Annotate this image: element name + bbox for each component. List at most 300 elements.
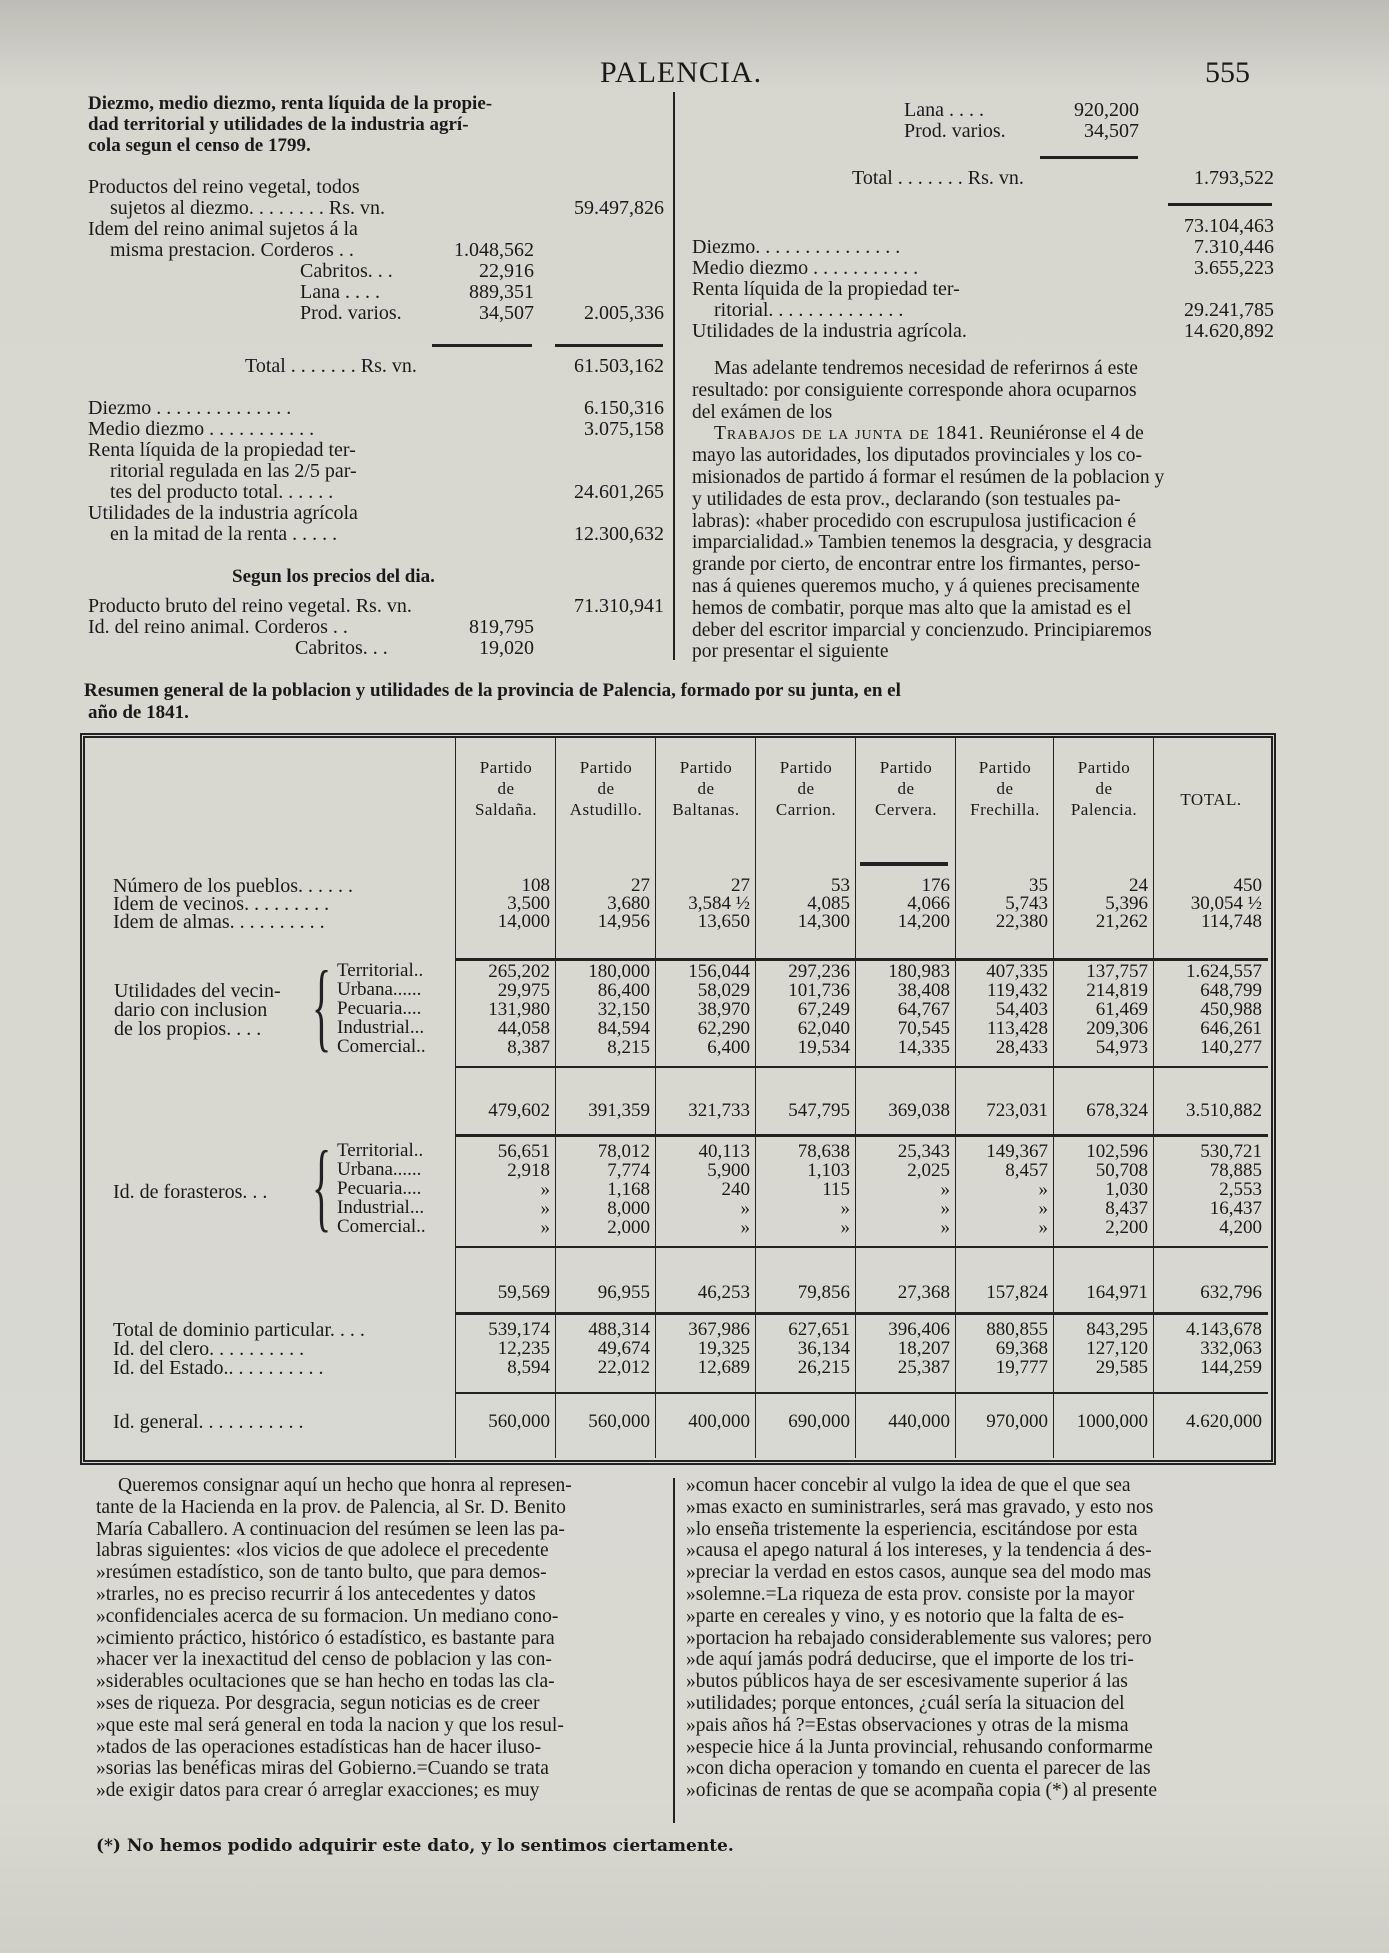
column-header bbox=[756, 757, 856, 820]
table-cell: 646,261 bbox=[1200, 1018, 1262, 1039]
text-line: »cimiento práctico, histórico ó estadístico, es bastante para bbox=[96, 1627, 555, 1649]
value: 59.497,826 bbox=[574, 197, 664, 219]
sum-rule bbox=[432, 344, 532, 347]
table-cell: 407,335 bbox=[986, 961, 1048, 982]
subtotal-cell: 59,569 bbox=[497, 1282, 550, 1303]
total-cell: 970,000 bbox=[986, 1411, 1048, 1432]
value: 3.075,158 bbox=[584, 418, 664, 440]
table-cell: 19,325 bbox=[697, 1338, 750, 1359]
column-header-line: Frechilla. bbox=[970, 800, 1040, 819]
column-header-line: Astudillo. bbox=[569, 800, 643, 819]
text-line: Cabritos. . . bbox=[300, 260, 393, 282]
subtotal-cell: 164,971 bbox=[1086, 1282, 1148, 1303]
table-cell: 843,295 bbox=[1086, 1319, 1148, 1340]
text-line: grande por cierto, de encontrar entre los firmantes, perso- bbox=[692, 554, 1141, 576]
column-header-line: Partido bbox=[479, 758, 533, 777]
sum-rule bbox=[555, 344, 663, 347]
subtotal-cell: 369,038 bbox=[888, 1100, 950, 1121]
subtotal-cell: 157,824 bbox=[986, 1282, 1048, 1303]
table-cell: 26,215 bbox=[797, 1357, 850, 1378]
table-cell: 144,259 bbox=[1200, 1357, 1262, 1378]
text-line: Id. del reino animal. Corderos . . bbox=[88, 616, 348, 638]
paragraph bbox=[692, 358, 1274, 663]
column-header-line: Cervera. bbox=[874, 800, 938, 819]
sum-rule bbox=[1040, 156, 1138, 159]
text-line: »utilidades; porque entonces, ¿cuál sería la situacion del bbox=[686, 1692, 1125, 1714]
table-cell: 180,983 bbox=[888, 961, 950, 982]
text-line: »con dicha operacion y tomando en cuenta el parecer de las bbox=[686, 1758, 1151, 1780]
row-label: Id. del Estado.. . . . . . . . . . bbox=[113, 1357, 324, 1379]
text-span: Reuniéronse el 4 de bbox=[989, 423, 1144, 445]
column-header bbox=[656, 757, 756, 820]
table-cell: 14,000 bbox=[497, 911, 550, 932]
text-line: »hacer ver la inexactitud del censo de poblacion y las con- bbox=[96, 1649, 552, 1671]
table-cell: 64,767 bbox=[897, 999, 950, 1020]
table-cell: 209,306 bbox=[1086, 1018, 1148, 1039]
text-line: María Caballero. A continuacion del resúmen se leen las pa- bbox=[96, 1518, 565, 1540]
table-cell: 19,777 bbox=[995, 1357, 1048, 1378]
text-line: »oficinas de rentas de que se acompaña copia (*) al presente bbox=[686, 1780, 1158, 1802]
text-line: labras siguientes: «los vicios de que adolece el precedente bbox=[96, 1540, 549, 1562]
table-cell: 2,025 bbox=[907, 1160, 950, 1181]
table-cell: 4.143,678 bbox=[1186, 1319, 1262, 1340]
table-cell: 530,721 bbox=[1200, 1141, 1262, 1162]
text-line: hemos de combatir, porque mas alto que la amistad es el bbox=[692, 597, 1132, 619]
table-cell: 1,030 bbox=[1105, 1179, 1148, 1200]
row-sublabel: Industrial... bbox=[337, 1197, 425, 1218]
table-cell: 78,012 bbox=[597, 1141, 650, 1162]
table-cell: 56,651 bbox=[497, 1141, 550, 1162]
text-line: resultado: por consiguiente corresponde ahora ocuparnos bbox=[692, 379, 1137, 401]
table-cell: » bbox=[940, 1179, 950, 1200]
text-line: »ses de riqueza. Por desgracia, segun noticias es de creer bbox=[96, 1692, 540, 1714]
column-header-line: Partido bbox=[679, 758, 733, 777]
table-column-rule bbox=[855, 738, 856, 1458]
table-cell: 14,200 bbox=[897, 911, 950, 932]
table-cell: 70,545 bbox=[897, 1018, 950, 1039]
column-header-line: TOTAL. bbox=[1180, 790, 1242, 809]
text-line: »que este mal será general en toda la nacion y que los resul- bbox=[96, 1714, 564, 1736]
text-line: sujetos al diezmo. . . . . . . . Rs. vn. bbox=[110, 197, 385, 219]
column-header-line: Partido bbox=[1077, 758, 1131, 777]
text-line: »butos públicos haya de ser escesivamente superior á las bbox=[686, 1671, 1128, 1693]
table-cell: 214,819 bbox=[1086, 980, 1148, 1001]
table-cell: » bbox=[1038, 1198, 1048, 1219]
table-cell: » bbox=[940, 1198, 950, 1219]
table-cell: 4,066 bbox=[907, 893, 950, 914]
value: 14.620,892 bbox=[1184, 320, 1274, 342]
table-cell: 102,596 bbox=[1086, 1141, 1148, 1162]
table-cell: 131,980 bbox=[488, 999, 550, 1020]
subtotal-cell: 479,602 bbox=[488, 1100, 550, 1121]
table-cell: 27 bbox=[731, 875, 750, 896]
table-cell: » bbox=[540, 1217, 550, 1238]
table-cell: 8,387 bbox=[507, 1037, 550, 1058]
table-cell: 6,400 bbox=[707, 1037, 750, 1058]
column-header-line: de bbox=[1095, 779, 1113, 798]
table-cell: 119,432 bbox=[986, 980, 1048, 1001]
text-line: nas á quienes queremos mucho, y á quienes precisamente bbox=[692, 575, 1140, 597]
column-header bbox=[1054, 757, 1154, 820]
table-column-rule bbox=[655, 738, 656, 1458]
text-line: »mas exacto en suministrarles, será mas gravado, y esto nos bbox=[686, 1496, 1154, 1518]
text-line: »solemne.=La riqueza de esta prov. consiste por la mayor bbox=[686, 1583, 1135, 1605]
section-heading: Diezmo, medio diezmo, renta líquida de la propie- bbox=[88, 93, 493, 114]
row-label: Utilidades del vecin- bbox=[114, 980, 281, 1002]
table-cell: 149,367 bbox=[986, 1141, 1048, 1162]
text-line: Prod. varios. bbox=[904, 120, 1006, 142]
table-cell: 539,174 bbox=[488, 1319, 550, 1340]
text-line: labras): «haber procedido con escrupulosa justificacion é bbox=[692, 510, 1136, 532]
table-cell: 30,054 ½ bbox=[1190, 893, 1262, 914]
table-cell: 35 bbox=[1029, 875, 1048, 896]
table-rule bbox=[456, 1246, 1268, 1248]
total-cell: 400,000 bbox=[688, 1411, 750, 1432]
table-cell: 2,000 bbox=[607, 1217, 650, 1238]
row-sublabel: Urbana...... bbox=[337, 1159, 422, 1180]
table-cell: 14,956 bbox=[597, 911, 650, 932]
table-rule bbox=[456, 1066, 1268, 1068]
table-cell: 19,534 bbox=[797, 1037, 850, 1058]
table-cell: 488,314 bbox=[588, 1319, 650, 1340]
text-line: »tados de las operaciones estadísticas han de hacer iluso- bbox=[96, 1736, 542, 1758]
text-line: Mas adelante tendremos necesidad de referirnos á este bbox=[714, 358, 1138, 379]
table-cell: 1.624,557 bbox=[1186, 961, 1262, 982]
text-line: Queremos consignar aquí un hecho que honra al represen- bbox=[118, 1475, 572, 1496]
table-cell: 4,200 bbox=[1219, 1217, 1262, 1238]
total-cell: 560,000 bbox=[488, 1411, 550, 1432]
text-line: Diezmo. . . . . . . . . . . . . . . bbox=[692, 236, 901, 258]
table-cell: 8,457 bbox=[1005, 1160, 1048, 1181]
total-cell: 440,000 bbox=[888, 1411, 950, 1432]
table-cell: 22,380 bbox=[995, 911, 1048, 932]
column-header-line: Carrion. bbox=[775, 800, 837, 819]
table-cell: 32,150 bbox=[597, 999, 650, 1020]
table-cell: 24 bbox=[1129, 875, 1148, 896]
row-label: Idem de almas. . . . . . . . . . bbox=[113, 911, 325, 933]
table-cell: 12,235 bbox=[497, 1338, 550, 1359]
table-cell: 3,584 ½ bbox=[688, 893, 750, 914]
table-cell: 12,689 bbox=[697, 1357, 750, 1378]
text-line: misionados de partido á formar el resúmen de la poblacion y bbox=[692, 466, 1165, 488]
total-label: Total . . . . . . . Rs. vn. bbox=[245, 355, 417, 377]
table-rule bbox=[456, 1312, 1268, 1315]
text-line: imparcialidad.» Tambien tenemos la desgracia, y desgracia bbox=[692, 532, 1152, 554]
table-cell: 1,103 bbox=[807, 1160, 850, 1181]
subtotal-cell: 96,955 bbox=[597, 1282, 650, 1303]
text-line: y utilidades de esta prov., declarando (son testuales pa- bbox=[692, 488, 1121, 510]
table-cell: » bbox=[540, 1179, 550, 1200]
table-cell: 176 bbox=[921, 875, 950, 896]
text-line: mayo las autoridades, los diputados provinciales y los co- bbox=[692, 445, 1143, 467]
text-line: »siderables ocultaciones que se han hecho en todas las cla- bbox=[96, 1671, 555, 1693]
table-cell: 14,300 bbox=[797, 911, 850, 932]
text-line: »comun hacer concebir al vulgo la idea de que el que sea bbox=[686, 1475, 1131, 1496]
table-cell: 5,396 bbox=[1105, 893, 1148, 914]
subtotal-cell: 27,368 bbox=[897, 1282, 950, 1303]
table-cell: 7,774 bbox=[607, 1160, 650, 1181]
table-cell: 18,207 bbox=[897, 1338, 950, 1359]
table-cell: 22,012 bbox=[597, 1357, 650, 1378]
table-cell: 28,433 bbox=[995, 1037, 1048, 1058]
table-cell: 62,040 bbox=[797, 1018, 850, 1039]
table-cell: 53 bbox=[831, 875, 850, 896]
total-cell: 690,000 bbox=[788, 1411, 850, 1432]
text-line: »de aquí jamás podrá deducirse, que el importe de los tri- bbox=[686, 1649, 1134, 1671]
value: 29.241,785 bbox=[1184, 299, 1274, 321]
text-line: Utilidades de la industria agrícola bbox=[88, 502, 358, 524]
table-cell: 84,594 bbox=[597, 1018, 650, 1039]
table-cell: 58,029 bbox=[697, 980, 750, 1001]
table-cell: 29,585 bbox=[1095, 1357, 1148, 1378]
page-number: 555 bbox=[1205, 56, 1250, 89]
table-cell: 2,200 bbox=[1105, 1217, 1148, 1238]
text-line: por presentar el siguiente bbox=[692, 641, 889, 663]
row-sublabel: Industrial... bbox=[337, 1017, 425, 1038]
table-cell: » bbox=[840, 1217, 850, 1238]
table-cell: 297,236 bbox=[788, 961, 850, 982]
total-cell: 560,000 bbox=[588, 1411, 650, 1432]
table-cell: » bbox=[740, 1198, 750, 1219]
table-cell: 3,500 bbox=[507, 893, 550, 914]
table-cell: 127,120 bbox=[1086, 1338, 1148, 1359]
table-cell: » bbox=[740, 1217, 750, 1238]
table-cell: 114,748 bbox=[1200, 911, 1262, 932]
table-cell: 69,368 bbox=[995, 1338, 1048, 1359]
table-cell: 49,674 bbox=[597, 1338, 650, 1359]
text-line: misma prestacion. Corderos . . bbox=[110, 239, 354, 261]
table-cell: 137,757 bbox=[1086, 961, 1148, 982]
table-rule bbox=[860, 862, 948, 866]
value: 19,020 bbox=[479, 637, 534, 659]
row-label: Id. del clero. . . . . . . . . . bbox=[113, 1338, 305, 1360]
column-header bbox=[556, 757, 656, 820]
table-cell: 450,988 bbox=[1200, 999, 1262, 1020]
row-sublabel: Territorial.. bbox=[337, 960, 424, 981]
value: 24.601,265 bbox=[574, 481, 664, 503]
table-cell: 265,202 bbox=[488, 961, 550, 982]
column-header-line: Baltanas. bbox=[672, 800, 740, 819]
footnote: (*) No hemos podido adquirir este dato, y lo sentimos ciertamente. bbox=[96, 1836, 734, 1856]
text-line bbox=[692, 423, 1274, 445]
subtotal-cell: 3.510,882 bbox=[1186, 1100, 1262, 1121]
row-sublabel: Comercial.. bbox=[337, 1216, 426, 1237]
column-header-line: Palencia. bbox=[1070, 800, 1138, 819]
subtotal-cell: 79,856 bbox=[797, 1282, 850, 1303]
column-header bbox=[956, 757, 1054, 820]
subtotal-cell: 321,733 bbox=[688, 1100, 750, 1121]
section-heading: cola segun el censo de 1799. bbox=[88, 135, 311, 156]
value: 2.005,336 bbox=[584, 302, 664, 324]
column-header-line: Saldaña. bbox=[474, 800, 538, 819]
table-title: Resumen general de la poblacion y utilidades de la provincia de Palencia, formado por su junta, en el bbox=[84, 680, 901, 701]
column-header-line: Partido bbox=[579, 758, 633, 777]
subtotal-cell: 391,359 bbox=[588, 1100, 650, 1121]
table-cell: 180,000 bbox=[588, 961, 650, 982]
row-label: de los propios. . . . bbox=[114, 1018, 262, 1040]
table-cell: » bbox=[1038, 1217, 1048, 1238]
value: 3.655,223 bbox=[1194, 257, 1274, 279]
text-line: »resúmen estadístico, son de tanto bulto, que para demos- bbox=[96, 1562, 547, 1584]
text-line: »preciar la verdad en estos casos, aunque sea del modo mas bbox=[686, 1562, 1152, 1584]
table-cell: 5,743 bbox=[1005, 893, 1048, 914]
column-header-line: Partido bbox=[779, 758, 833, 777]
subtotal-cell: 632,796 bbox=[1200, 1282, 1262, 1303]
text-line: »portacion ha rebajado considerablemente sus valores; pero bbox=[686, 1627, 1152, 1649]
row-sublabel: Pecuaria.... bbox=[337, 998, 422, 1019]
row-sublabel: Territorial.. bbox=[337, 1140, 424, 1161]
text-line: Idem del reino animal sujetos á la bbox=[88, 218, 358, 240]
table-cell: 21,262 bbox=[1095, 911, 1148, 932]
text-line: Lana . . . . bbox=[300, 281, 380, 303]
table-cell: 450 bbox=[1233, 875, 1262, 896]
section-lead: Trabajos de la junta de 1841. bbox=[714, 423, 985, 445]
row-label: dario con inclusion bbox=[114, 999, 268, 1021]
value: 6.150,316 bbox=[584, 397, 664, 419]
text-line: tes del producto total. . . . . . bbox=[110, 481, 334, 503]
table-column-rule bbox=[955, 738, 956, 1458]
column-header-line: de bbox=[797, 779, 815, 798]
table-column-rule bbox=[1153, 738, 1154, 1458]
table-cell: 27 bbox=[631, 875, 650, 896]
table-cell: 627,651 bbox=[788, 1319, 850, 1340]
row-label: Id. de forasteros. . . bbox=[113, 1181, 268, 1203]
bottom-right-column bbox=[686, 1475, 1274, 1802]
section-heading: dad territorial y utilidades de la industria agrí- bbox=[88, 114, 469, 135]
table-rule bbox=[456, 1134, 1268, 1137]
table-cell: 880,855 bbox=[986, 1319, 1048, 1340]
table-cell: 332,063 bbox=[1200, 1338, 1262, 1359]
table-cell: 240 bbox=[721, 1179, 750, 1200]
text-line: Renta líquida de la propiedad ter- bbox=[692, 278, 960, 300]
table-cell: 156,044 bbox=[688, 961, 750, 982]
value: 22,916 bbox=[479, 260, 534, 282]
text-line: ritorial regulada en las 2/5 par- bbox=[110, 460, 357, 482]
table-cell: 140,277 bbox=[1200, 1037, 1262, 1058]
table-cell: 101,736 bbox=[788, 980, 850, 1001]
text-line: »especie hice á la Junta provincial, rehusando conformarme bbox=[686, 1736, 1153, 1758]
text-line: Cabritos. . . bbox=[295, 637, 388, 659]
table-cell: 78,638 bbox=[797, 1141, 850, 1162]
row-label: Id. general. . . . . . . . . . . bbox=[113, 1411, 304, 1433]
table-column-rule bbox=[555, 738, 556, 1458]
table-cell: 54,973 bbox=[1095, 1037, 1148, 1058]
value: 819,795 bbox=[469, 616, 534, 638]
column-header bbox=[856, 757, 956, 820]
table-cell: » bbox=[840, 1198, 850, 1219]
column-divider-top bbox=[673, 92, 675, 660]
text-line: »causa el apego natural á los intereses, y la tendencia á des- bbox=[686, 1540, 1152, 1562]
text-line: »sorias las benéficas miras del Gobierno.=Cuando se trata bbox=[96, 1758, 549, 1780]
table-column-rule bbox=[755, 738, 756, 1458]
row-sublabel: Comercial.. bbox=[337, 1036, 426, 1057]
column-header-line: de bbox=[897, 779, 915, 798]
sum-rule bbox=[1168, 203, 1272, 206]
table-title: año de 1841. bbox=[88, 702, 189, 723]
text-line: Diezmo . . . . . . . . . . . . . . bbox=[88, 397, 292, 419]
row-label: Idem de vecinos. . . . . . . . . bbox=[113, 893, 330, 915]
table-cell: 25,387 bbox=[897, 1357, 950, 1378]
table-cell: 8,215 bbox=[607, 1037, 650, 1058]
text-line: Prod. varios. bbox=[300, 302, 402, 324]
table-cell: 78,885 bbox=[1209, 1160, 1262, 1181]
table-cell: 13,650 bbox=[697, 911, 750, 932]
text-line: Lana . . . . bbox=[904, 99, 984, 121]
row-label: Número de los pueblos. . . . . . bbox=[113, 875, 353, 897]
table-cell: 8,000 bbox=[607, 1198, 650, 1219]
column-header bbox=[1154, 789, 1268, 810]
table-cell: 3,680 bbox=[607, 893, 650, 914]
table-cell: 2,553 bbox=[1219, 1179, 1262, 1200]
table-cell: 396,406 bbox=[888, 1319, 950, 1340]
total-cell: 4.620,000 bbox=[1186, 1411, 1262, 1432]
brace-icon: { bbox=[312, 1130, 332, 1241]
row-sublabel: Urbana...... bbox=[337, 979, 422, 1000]
subtotal-cell: 723,031 bbox=[986, 1100, 1048, 1121]
table-cell: 61,469 bbox=[1095, 999, 1148, 1020]
text-line: »de exigir datos para crear ó arreglar exacciones; es muy bbox=[96, 1780, 540, 1802]
table-cell: » bbox=[1038, 1179, 1048, 1200]
bottom-left-column bbox=[96, 1475, 658, 1802]
table-cell: 113,428 bbox=[986, 1018, 1048, 1039]
value: 73.104,463 bbox=[1184, 215, 1274, 237]
table-cell: 44,058 bbox=[497, 1018, 550, 1039]
table-cell: 367,986 bbox=[688, 1319, 750, 1340]
table-column-rule bbox=[455, 738, 456, 1458]
row-sublabel: Pecuaria.... bbox=[337, 1178, 422, 1199]
column-header bbox=[456, 757, 556, 820]
value: 34,507 bbox=[1084, 120, 1139, 142]
text-line: »confidenciales acerca de su formacion. Un mediano cono- bbox=[96, 1605, 559, 1627]
page-title: PALENCIA. bbox=[600, 56, 763, 89]
table-cell: » bbox=[940, 1217, 950, 1238]
text-line: »lo enseña tristemente la esperiencia, escitándose por esta bbox=[686, 1518, 1138, 1540]
text-line: »parte en cereales y vino, y es notorio que la falta de es- bbox=[686, 1605, 1125, 1627]
value: 71.310,941 bbox=[574, 595, 664, 617]
text-line: ritorial. . . . . . . . . . . . . . bbox=[714, 299, 904, 321]
table-cell: 50,708 bbox=[1095, 1160, 1148, 1181]
total-cell: 1000,000 bbox=[1076, 1411, 1148, 1432]
table-cell: 38,408 bbox=[897, 980, 950, 1001]
brace-icon: { bbox=[312, 950, 332, 1061]
table-cell: 5,900 bbox=[707, 1160, 750, 1181]
text-line: »trarles, no es preciso recurrir á los antecedentes y datos bbox=[96, 1583, 536, 1605]
value: 889,351 bbox=[469, 281, 534, 303]
column-header-line: de bbox=[597, 779, 615, 798]
table-cell: 86,400 bbox=[597, 980, 650, 1001]
running-header bbox=[0, 52, 1389, 96]
table-cell: 38,970 bbox=[697, 999, 750, 1020]
table-rule bbox=[456, 1392, 1268, 1394]
value: 34,507 bbox=[479, 302, 534, 324]
table-column-rule bbox=[1053, 738, 1054, 1458]
table-cell: 67,249 bbox=[797, 999, 850, 1020]
text-line: tante de la Hacienda en la prov. de Palencia, al Sr. D. Benito bbox=[96, 1496, 566, 1518]
subtotal-cell: 547,795 bbox=[788, 1100, 850, 1121]
table-cell: » bbox=[540, 1198, 550, 1219]
table-cell: 25,343 bbox=[897, 1141, 950, 1162]
table-cell: 16,437 bbox=[1209, 1198, 1262, 1219]
text-line: Medio diezmo . . . . . . . . . . . bbox=[692, 257, 919, 279]
text-line: del exámen de los bbox=[692, 401, 833, 423]
subtotal-cell: 678,324 bbox=[1086, 1100, 1148, 1121]
table-cell: 8,594 bbox=[507, 1357, 550, 1378]
text-line: »pais años há ?=Estas observaciones y otras de la misma bbox=[686, 1714, 1129, 1736]
table-cell: 36,134 bbox=[797, 1338, 850, 1359]
text-line: Productos del reino vegetal, todos bbox=[88, 176, 360, 198]
value: 7.310,446 bbox=[1194, 236, 1274, 258]
table-cell: 8,437 bbox=[1105, 1198, 1148, 1219]
